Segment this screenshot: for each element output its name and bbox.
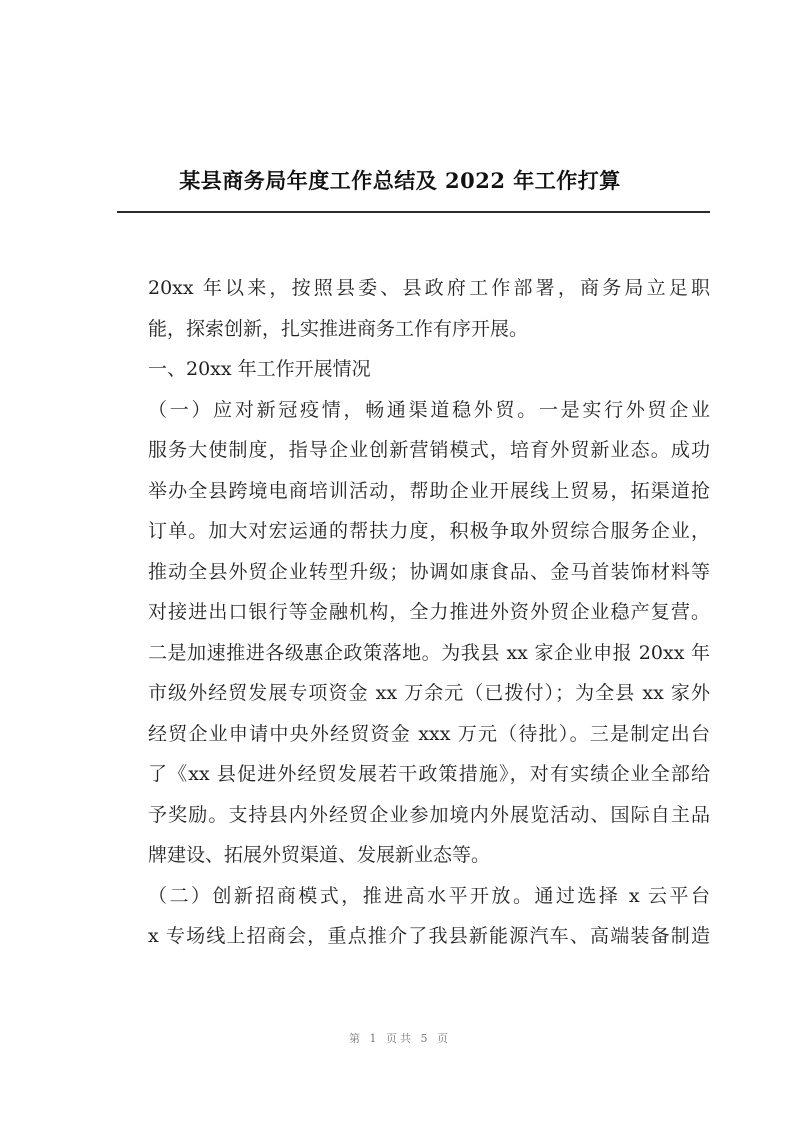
- paragraph-investment: [110, 876, 710, 957]
- text-line: 了《xx 县促进外经贸发展若干政策措施》，对有实绩企业全部给: [148, 763, 710, 785]
- text-line: 订单。加大对宏运通的帮扶力度，积极争取外贸综合服务企业，: [148, 520, 710, 542]
- text-line: 能，探索创新，扎实推进商务工作有序开展。: [148, 317, 529, 340]
- title-divider: [117, 211, 710, 213]
- text-line: 对接进出口银行等金融机构，全力推进外资外贸企业稳产复营。: [148, 601, 710, 623]
- text-line: 一、20xx 年工作开展情况: [148, 358, 371, 380]
- text-line: x 专场线上招商会，重点推介了我县新能源汽车、高端装备制造: [148, 925, 710, 947]
- text-line: 牌建设、拓展外贸渠道、发展新业态等。: [148, 844, 491, 866]
- text-line: 20xx 年以来，按照县委、县政府工作部署，商务局立足职: [148, 277, 710, 299]
- text-line: （二）创新招商模式，推进高水平开放。通过选择 x 云平台: [148, 884, 710, 907]
- text-line: （一）应对新冠疫情，畅通渠道稳外贸。一是实行外贸企业: [148, 398, 710, 421]
- text-line: 二是加速推进各级惠企政策落地。为我县 xx 家企业申报 20xx 年: [148, 641, 710, 664]
- text-line: 推动全县外贸企业转型升级；协调如康食品、金马首装饰材料等: [148, 560, 710, 583]
- text-line: 举办全县跨境电商培训活动，帮助企业开展线上贸易，拓渠道抢: [148, 479, 710, 502]
- paragraph-intro: [110, 268, 710, 349]
- text-line: 经贸企业申请中央外经贸资金 xxx 万元（待批）。三是制定出台: [148, 722, 710, 745]
- section-heading: [110, 349, 710, 390]
- text-line: 服务大使制度，指导企业创新营销模式，培育外贸新业态。成功: [148, 439, 710, 461]
- page-number-footer: 第 1 页共 5 页: [349, 1032, 451, 1045]
- page-title: 某县商务局年度工作总结及 2022 年工作打算: [179, 168, 621, 193]
- document-body: [110, 268, 710, 957]
- paragraph-foreign-trade: [110, 390, 710, 876]
- text-line: 予奖励。支持县内外经贸企业参加境内外展览活动、国际自主品: [148, 803, 710, 826]
- text-line: 市级外经贸发展专项资金 xx 万余元（已拨付）；为全县 xx 家外: [148, 682, 710, 704]
